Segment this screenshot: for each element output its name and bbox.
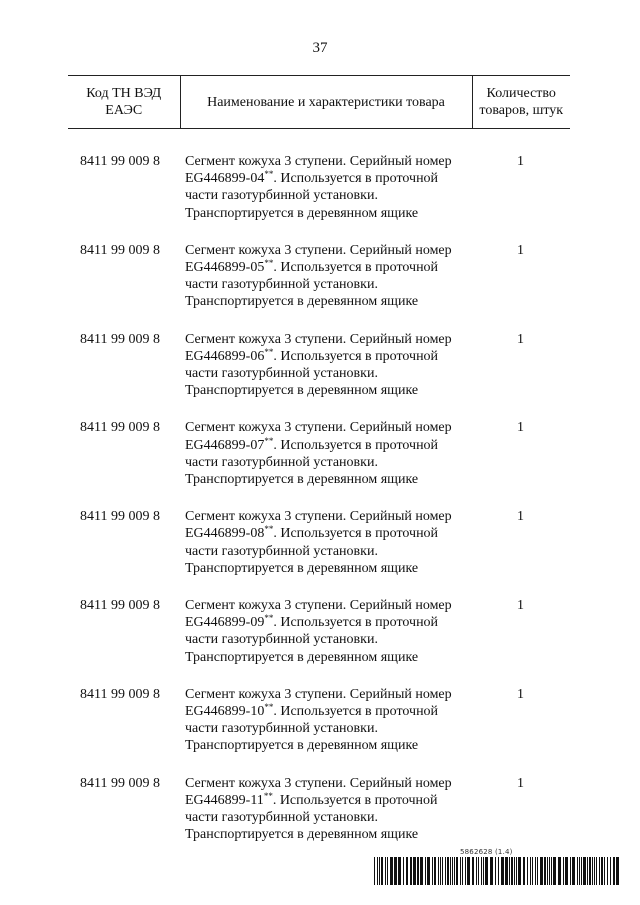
goods-quantity: 1 <box>517 420 524 436</box>
footnote-mark: ** <box>263 790 273 801</box>
footnote-mark: ** <box>264 435 274 446</box>
goods-description <box>180 222 472 311</box>
tnved-code: 8411 99 009 8 <box>80 331 160 347</box>
description-text: Сегмент кожуха 3 ступени. Серийный номер EG446899-07 <box>185 420 452 453</box>
table-row <box>68 311 570 400</box>
goods-quantity: 1 <box>517 775 524 791</box>
table-body <box>68 129 570 844</box>
header-code: Код ТН ВЭД ЕАЭС <box>68 76 180 129</box>
goods-description <box>180 577 472 666</box>
tnved-code: 8411 99 009 8 <box>80 509 160 525</box>
goods-description <box>180 129 472 222</box>
tnved-code: 8411 99 009 8 <box>80 598 160 614</box>
footnote-mark: ** <box>264 702 274 713</box>
tnved-code: 8411 99 009 8 <box>80 420 160 436</box>
table-header <box>68 76 570 129</box>
table-row <box>68 129 570 222</box>
description-text: Сегмент кожуха 3 ступени. Серийный номер EG446899-04 <box>185 154 452 187</box>
goods-table <box>68 75 570 844</box>
description-text: . Используется в проточной части газотурбинной установки. Транспортируется в деревянном ящике <box>185 171 439 221</box>
description-text: Сегмент кожуха 3 ступени. Серийный номер EG446899-05 <box>185 242 452 276</box>
tnved-code: 8411 99 009 8 <box>80 775 160 791</box>
description-text: Сегмент кожуха 3 ступени. Серийный номер EG446899-10 <box>185 686 452 720</box>
table-row <box>68 577 570 666</box>
footnote-mark: ** <box>264 524 274 535</box>
tnved-code: 8411 99 009 8 <box>80 686 160 702</box>
goods-description <box>180 311 472 400</box>
description-text: . Используется в проточной части газотурбинной установки. Транспортируется в деревянном ящике <box>185 704 439 754</box>
footnote-mark: ** <box>264 346 274 357</box>
header-name: Наименование и характеристики товара <box>180 76 472 129</box>
goods-description <box>180 399 472 488</box>
goods-description <box>180 755 472 844</box>
tnved-code: 8411 99 009 8 <box>80 154 160 169</box>
page-number: 37 <box>312 40 328 56</box>
description-text: Сегмент кожуха 3 ступени. Серийный номер EG446899-08 <box>185 509 452 542</box>
description-text: . Используется в проточной части газотурбинной установки. Транспортируется в деревянном ящике <box>185 526 439 576</box>
footnote-mark: ** <box>264 613 274 624</box>
description-text: . Используется в проточной части газотурбинной установки. Транспортируется в деревянном ящике <box>185 615 439 665</box>
description-text: . Используется в проточной части газотурбинной установки. Транспортируется в деревянном ящике <box>185 437 439 488</box>
tnved-code: 8411 99 009 8 <box>80 242 160 258</box>
description-text: Сегмент кожуха 3 ступени. Серийный номер EG446899-09 <box>185 598 452 631</box>
description-text: . Используется в проточной части газотурбинной установки. Транспортируется в деревянном ящике <box>185 792 438 843</box>
goods-description <box>180 666 472 755</box>
barcode-block <box>374 848 620 888</box>
goods-quantity: 1 <box>517 331 524 347</box>
description-text: Сегмент кожуха 3 ступени. Серийный номер EG446899-11 <box>185 775 452 808</box>
goods-quantity: 1 <box>517 242 524 258</box>
goods-quantity: 1 <box>517 509 524 525</box>
footnote-mark: ** <box>264 258 274 269</box>
table-row <box>68 755 570 844</box>
header-quantity: Количество товаров, штук <box>472 76 570 129</box>
barcode-icon <box>374 857 620 885</box>
table-row <box>68 666 570 755</box>
goods-quantity: 1 <box>517 154 524 169</box>
table-row <box>68 222 570 311</box>
description-text: . Используется в проточной части газотурбинной установки. Транспортируется в деревянном ящике <box>185 260 439 310</box>
goods-description <box>180 488 472 577</box>
table-row <box>68 488 570 577</box>
table-row <box>68 399 570 488</box>
goods-quantity: 1 <box>517 686 524 702</box>
description-text: . Используется в проточной части газотурбинной установки. Транспортируется в деревянном ящике <box>185 348 439 399</box>
footnote-mark: ** <box>264 169 274 180</box>
goods-quantity: 1 <box>517 598 524 614</box>
barcode-number: 5862628 (1.4) <box>460 848 513 856</box>
description-text: Сегмент кожуха 3 ступени. Серийный номер EG446899-06 <box>185 331 452 364</box>
